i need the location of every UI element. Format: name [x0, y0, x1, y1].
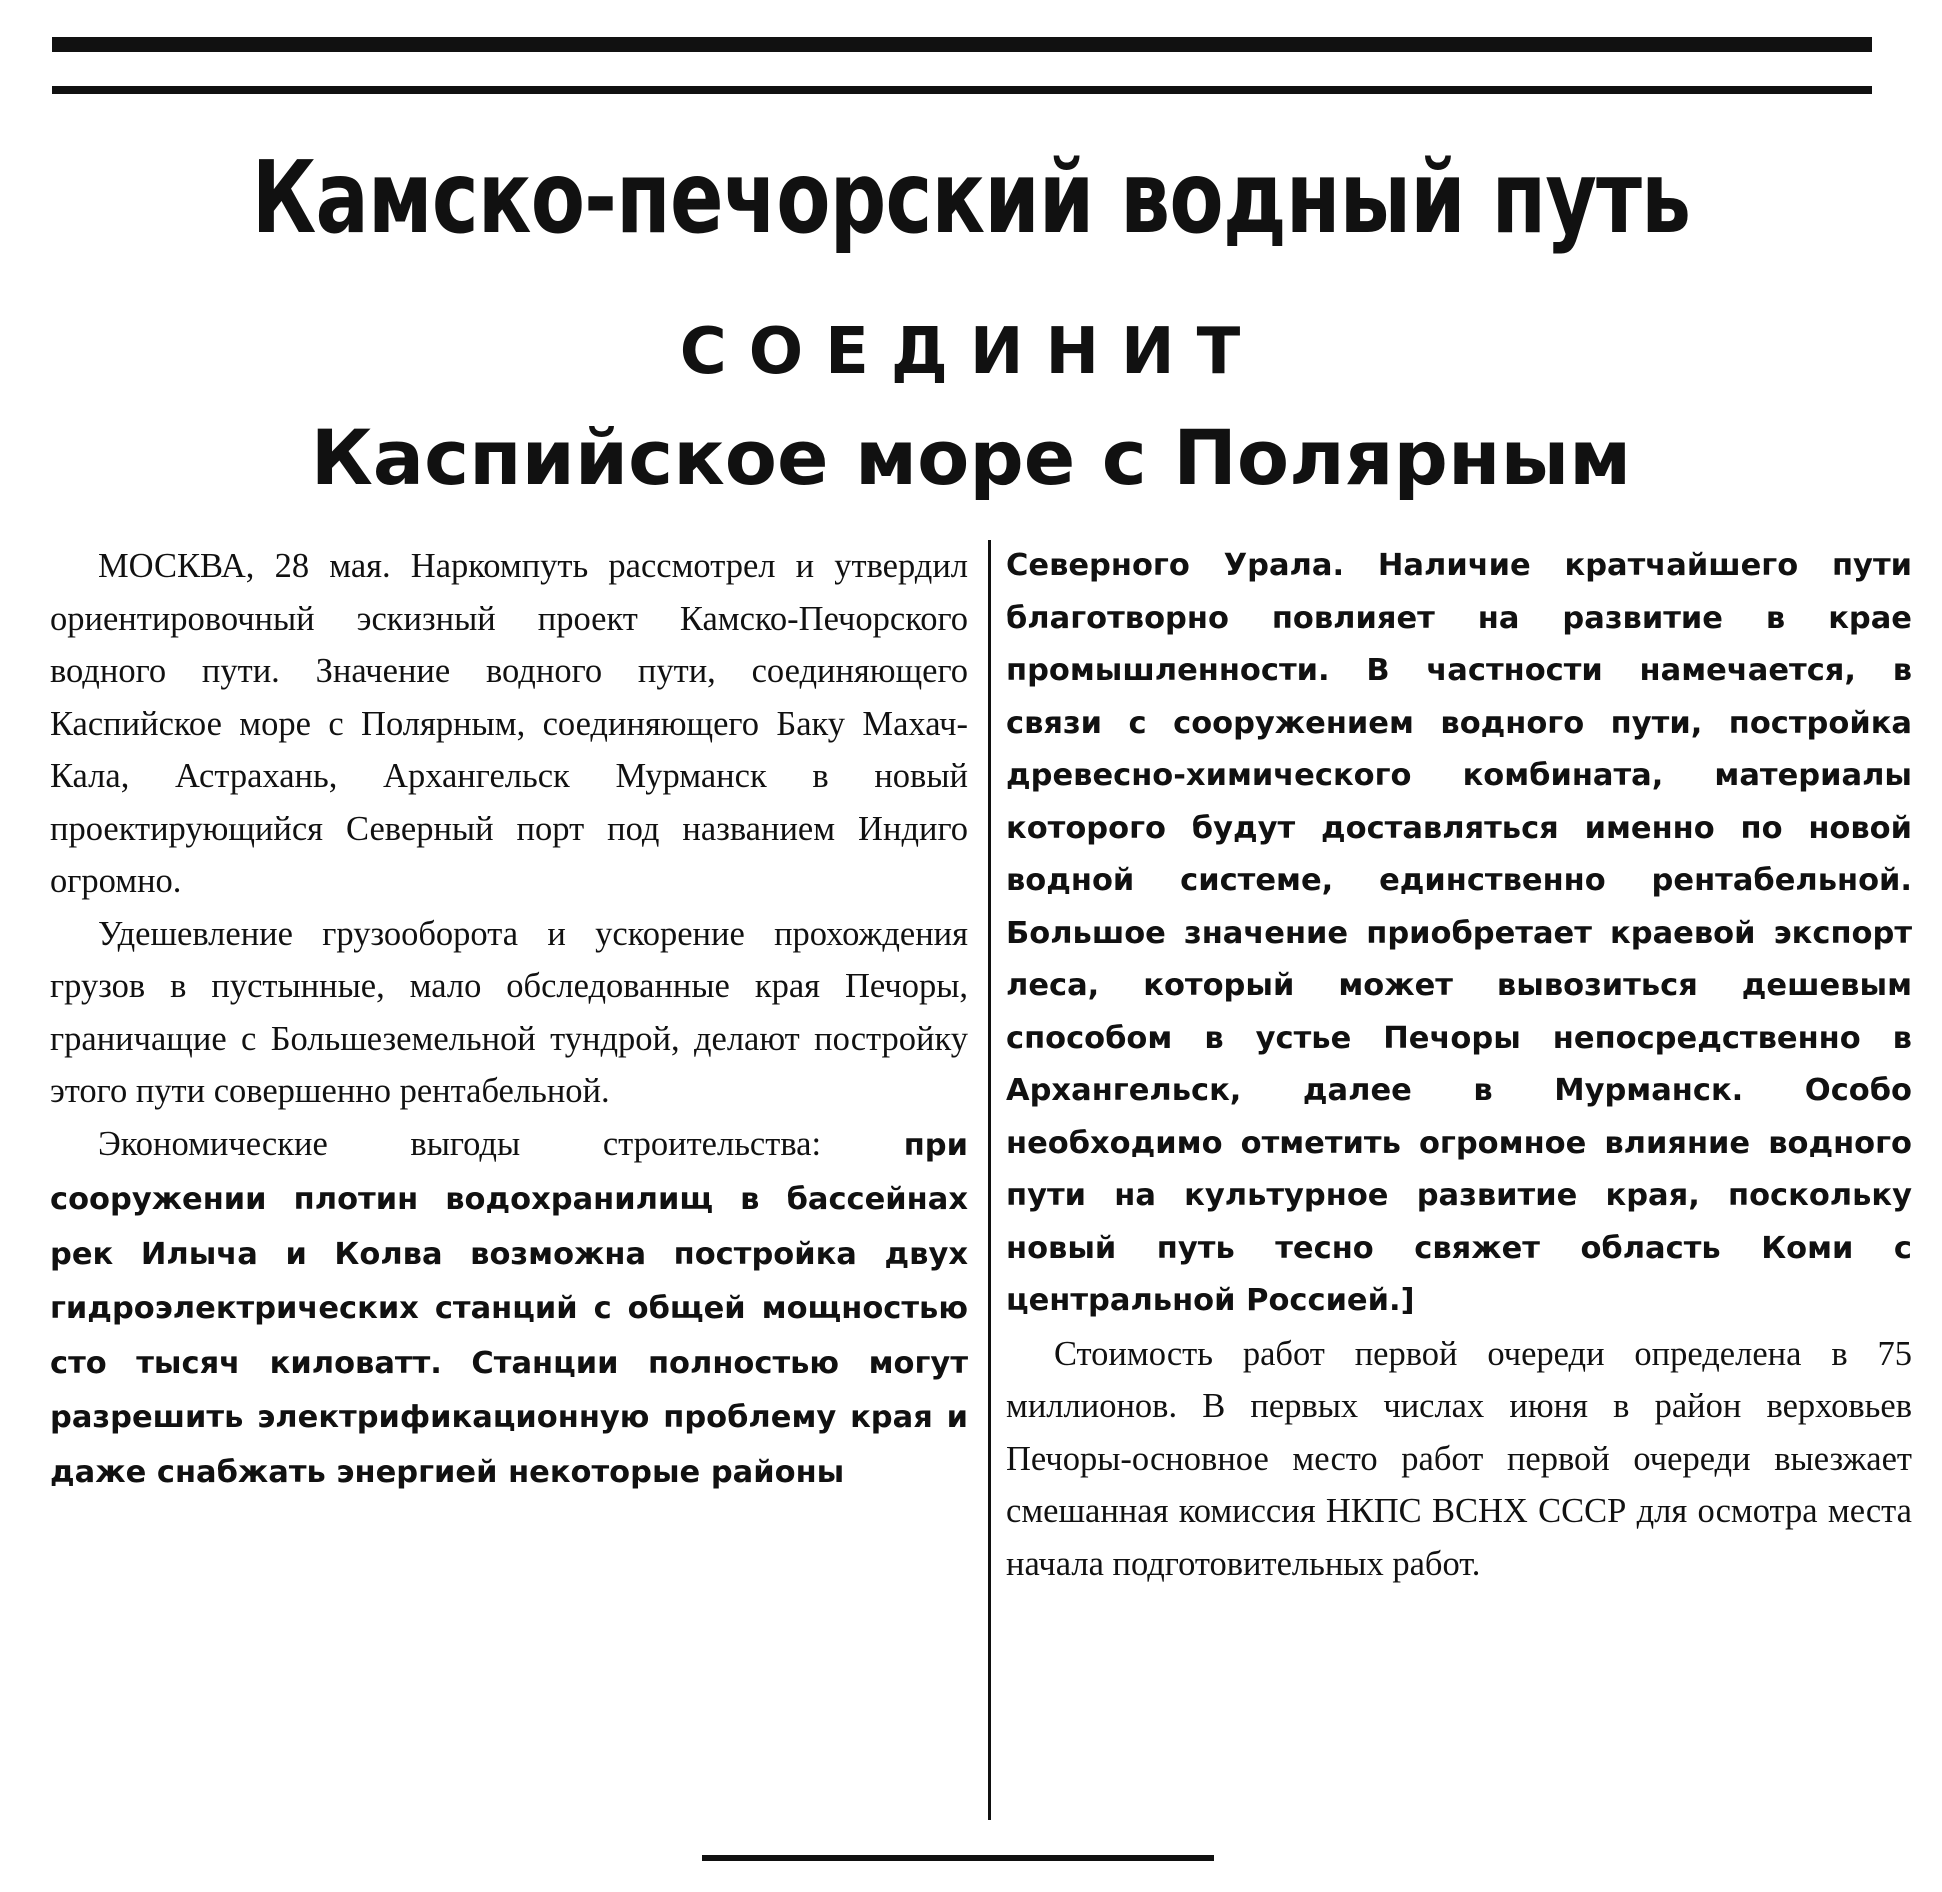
article-paragraph-3-intro: Экономические выгоды строительства:: [98, 1124, 904, 1163]
article-column-right: [1006, 540, 1912, 1590]
headline-main: Камско-печорский водный путь: [251, 139, 1691, 256]
article-paragraph-4: Стоимость работ первой очереди определена в 75 миллионов. В первых числах июня в район верховьев Печоры-основное место работ первой очереди выезжает смешанная комиссия НКПС ВСНХ СССР для осмотра места начала подготовительных работ.: [1006, 1334, 1912, 1583]
article-paragraph-3: [50, 1118, 968, 1500]
article-paragraph-3-continued: Северного Урала. Наличие кратчайшего пути благотворно повлияет на развитие в крае промышленности. В частности намечается, в связи с сооружением водного пути, постройка древесно-химического комбината, материалы которого будут доставляться именно по новой водной системе, единственно рентабельной. Большое значение приобретает краевой экспорт леса, который может вывозиться дешевым способом в устье Печоры непосредственно в Архангельск, далее в Мурманск. Особо необходимо отметить огромное влияние водного пути на культурное развитие края, поскольку новый путь тесно свяжет область Коми с центральной Россией.]: [1006, 548, 1912, 1318]
article-paragraph-2: Удешевление грузооборота и ускорение прохождения грузов в пустынные, мало обследованные края Печоры, граничащие с Большеземельной тундрой, делают постройку этого пути совершенно рентабельной.: [50, 914, 968, 1110]
top-rule-thin: [52, 86, 1872, 94]
article-paragraph-1: МОСКВА, 28 мая. Наркомпуть рассмотрел и утвердил ориентировочный эскизный проект Камско-Печорского водного пути. Значение водного пути, соединяющего Каспийское море с Полярным, соединяющего Баку Махач-Кала, Астрахань, Архангельск Мурманск в новый проектирующийся Северный порт под названием Индиго огромно.: [50, 547, 968, 900]
article-column-left: [50, 540, 968, 1499]
headline-sub: Каспийское море с Полярным: [310, 413, 1632, 502]
top-rule-thick: [52, 37, 1872, 52]
article-paragraph-3-bold-left: при сооружении плотин водохранилищ в бассейнах рек Илыча и Колва возможна постройка двух гидроэлектрических станций с общей мощностью сто тысяч киловатт. Станции полностью могут разрешить электрификационную проблему края и даже снабжать энергией некоторые районы: [50, 1127, 968, 1490]
column-divider: [988, 540, 991, 1820]
bottom-rule: [702, 1855, 1214, 1861]
headline-connector: СОЕДИНИТ: [679, 315, 1263, 389]
